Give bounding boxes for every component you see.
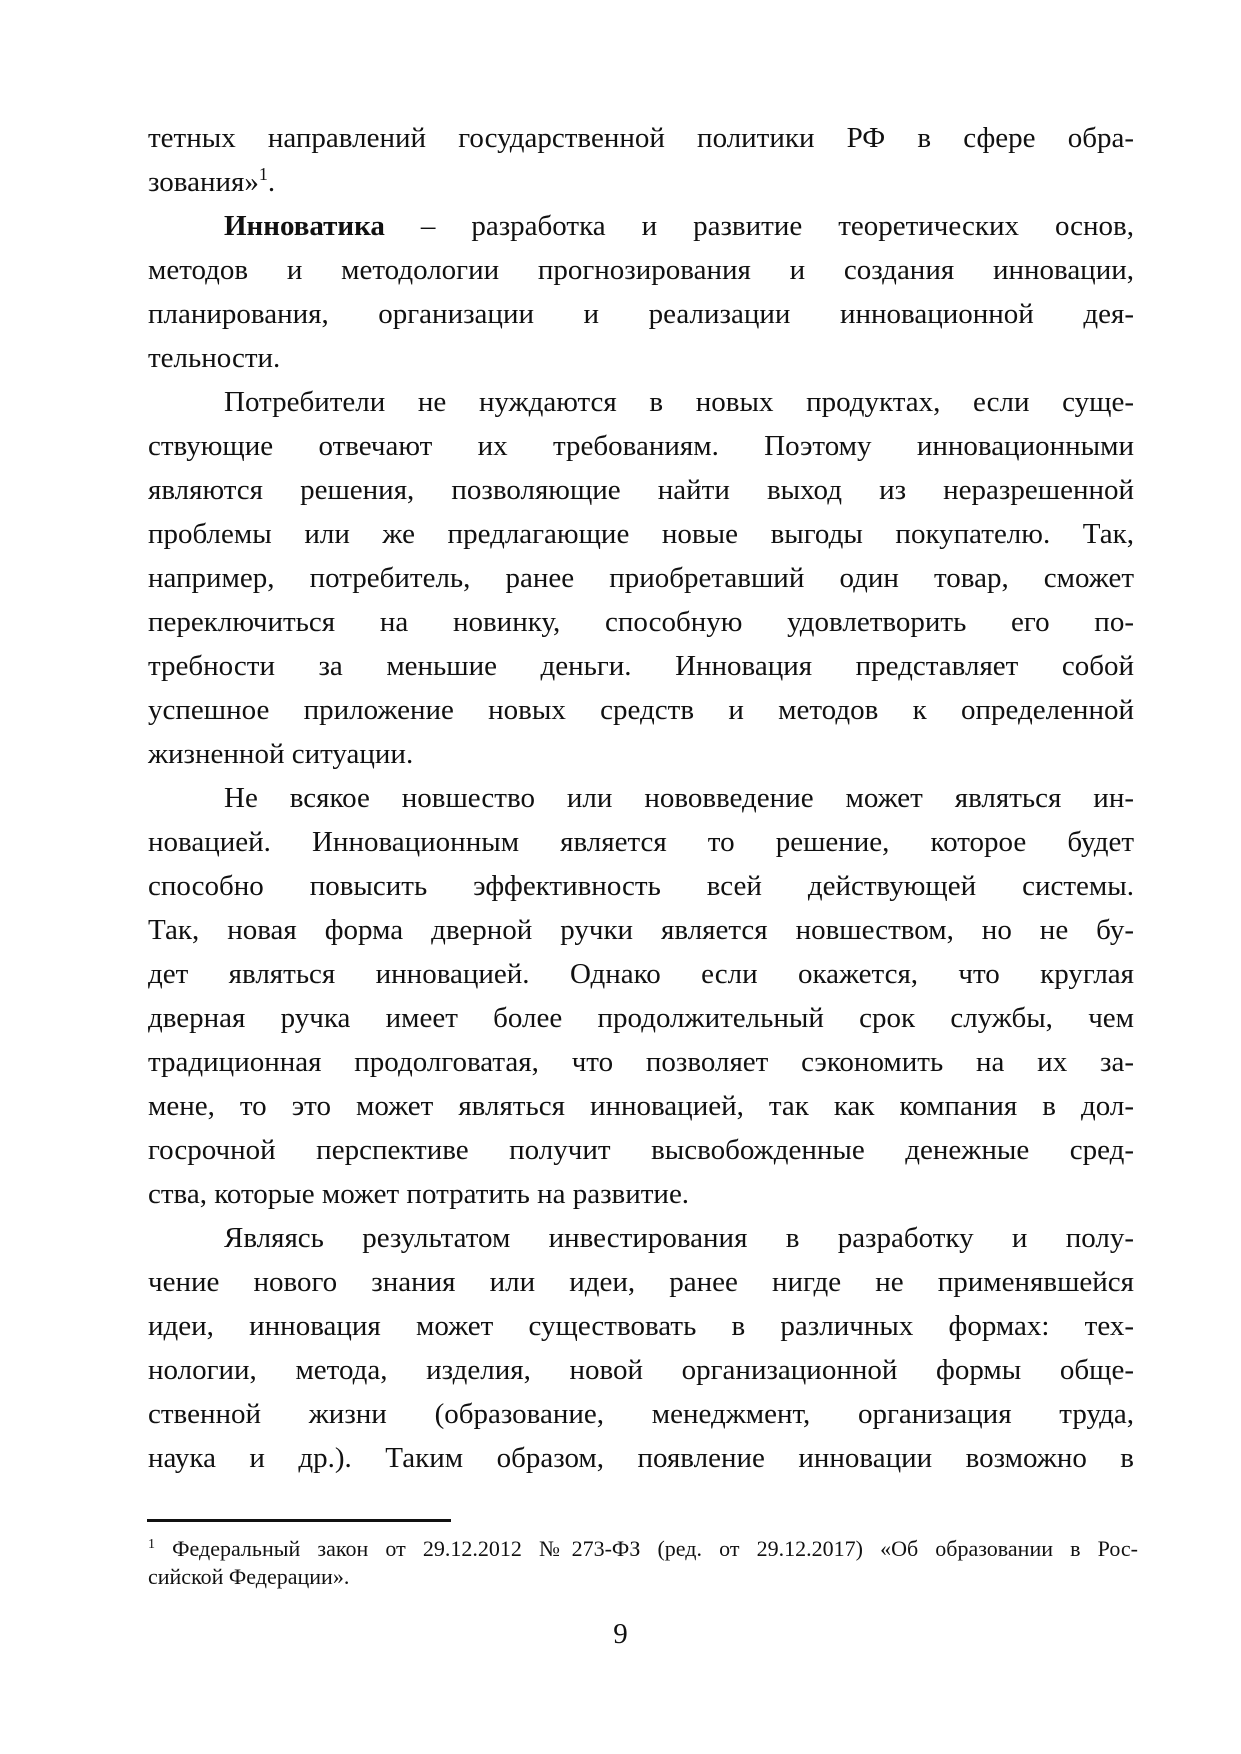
footnote-separator <box>147 1519 451 1522</box>
text-line-content: зования» <box>148 166 259 198</box>
footnote-number: 1 <box>148 1537 155 1552</box>
text-line <box>148 644 1134 688</box>
text-line-content: ства, которые может потратить на развитие. <box>148 1178 690 1210</box>
text-line <box>148 600 1134 644</box>
text-line <box>148 116 1134 160</box>
text-line <box>148 512 1134 556</box>
footnote-text: Федеральный закон от 29.12.2012 №273-ФЗ (ред. от 29.12.2017) «Об образовании в Рос- <box>172 1536 1138 1561</box>
text-line-content: Не всякое новшество или нововведение может являться ин- <box>224 782 1134 814</box>
text-line <box>148 1128 1134 1172</box>
text-line-content: новацией. Инновационным является то решение, которое будет <box>148 826 1134 858</box>
text-line <box>148 820 1134 864</box>
footnote <box>148 1535 1138 1591</box>
defined-term: Инноватика <box>224 210 385 242</box>
text-line <box>148 1260 1134 1304</box>
text-line <box>148 1392 1134 1436</box>
definition-text: – разработка и развитие теоретических основ, <box>384 210 1134 242</box>
footnote-line <box>148 1563 1138 1591</box>
text-line-content: Потребители не нуждаются в новых продуктах, если суще- <box>224 386 1134 418</box>
text-line-content: тетных направлений государственной политики РФ в сфере обра- <box>148 122 1134 154</box>
text-line-content: успешное приложение новых средств и методов к определенной <box>148 694 1134 726</box>
text-line-content: переключиться на новинку, способную удовлетворить его по- <box>148 606 1134 638</box>
text-line <box>148 424 1134 468</box>
text-line <box>148 688 1134 732</box>
text-line-content: ствующие отвечают их требованиям. Поэтому инновационными <box>148 430 1134 462</box>
text-line-content: проблемы или же предлагающие новые выгоды покупателю. Так, <box>148 518 1134 550</box>
sentence-end: . <box>267 166 276 198</box>
page-number: 9 <box>613 1618 628 1650</box>
text-line-content: методов и методологии прогнозирования и создания инновации, <box>148 254 1134 286</box>
text-line <box>148 864 1134 908</box>
footnote-reference[interactable]: 1 <box>258 164 268 184</box>
text-line-content: наука и др.). Таким образом, появление инновации возможно в <box>148 1442 1134 1474</box>
text-line <box>148 248 1134 292</box>
text-line-content: например, потребитель, ранее приобретавший один товар, сможет <box>148 562 1134 594</box>
text-line <box>148 160 1134 204</box>
definition-first-line <box>148 204 1134 248</box>
text-line-content: ственной жизни (образование, менеджмент, организация труда, <box>148 1398 1134 1430</box>
text-line-content: являются решения, позволяющие найти выход из неразрешенной <box>148 474 1134 506</box>
text-line-content: жизненной ситуации. <box>148 738 414 770</box>
text-line <box>148 1348 1134 1392</box>
text-line <box>148 952 1134 996</box>
text-line <box>148 1304 1134 1348</box>
footnote-line <box>148 1535 1138 1563</box>
text-line-content: нологии, метода, изделия, новой организационной формы обще- <box>148 1354 1134 1386</box>
text-line-content: госрочной перспективе получит высвобожденные денежные сред- <box>148 1134 1134 1166</box>
text-line-content: тельности. <box>148 342 281 374</box>
text-line-content: мене, то это может являться инновацией, так как компания в дол- <box>148 1090 1134 1122</box>
text-line-content: дет являться инновацией. Однако если окажется, что круглая <box>148 958 1134 990</box>
text-line <box>148 336 1134 380</box>
text-line-content: способно повысить эффективность всей действующей системы. <box>148 870 1134 902</box>
text-line-content: традиционная продолговатая, что позволяет сэкономить на их за- <box>148 1046 1134 1078</box>
text-line <box>148 908 1134 952</box>
text-line-content: идеи, инновация может существовать в различных формах: тех- <box>148 1310 1134 1342</box>
text-line <box>148 1084 1134 1128</box>
text-line <box>148 1172 1134 1216</box>
text-line <box>148 1216 1134 1260</box>
text-line <box>148 1436 1134 1480</box>
text-line-content: требности за меньшие деньги. Инновация представляет собой <box>148 650 1134 682</box>
text-line <box>148 468 1134 512</box>
text-line-content: дверная ручка имеет более продолжительный срок службы, чем <box>148 1002 1134 1034</box>
text-line-content: планирования, организации и реализации инновационной дея- <box>148 298 1134 330</box>
text-line <box>148 556 1134 600</box>
text-line-content: Являясь результатом инвестирования в разработку и полу- <box>224 1222 1134 1254</box>
text-line-content: Так, новая форма дверной ручки является новшеством, но не бу- <box>148 914 1134 946</box>
body-text <box>148 116 1134 1480</box>
paragraphs <box>148 380 1134 1480</box>
text-line <box>148 732 1134 776</box>
text-line-content: чение нового знания или идеи, ранее нигде не применявшейся <box>148 1266 1134 1298</box>
text-line <box>148 1040 1134 1084</box>
text-line <box>148 380 1134 424</box>
text-line <box>148 996 1134 1040</box>
text-line <box>148 292 1134 336</box>
text-line <box>148 776 1134 820</box>
footnote-text: сийской Федерации». <box>148 1564 350 1589</box>
